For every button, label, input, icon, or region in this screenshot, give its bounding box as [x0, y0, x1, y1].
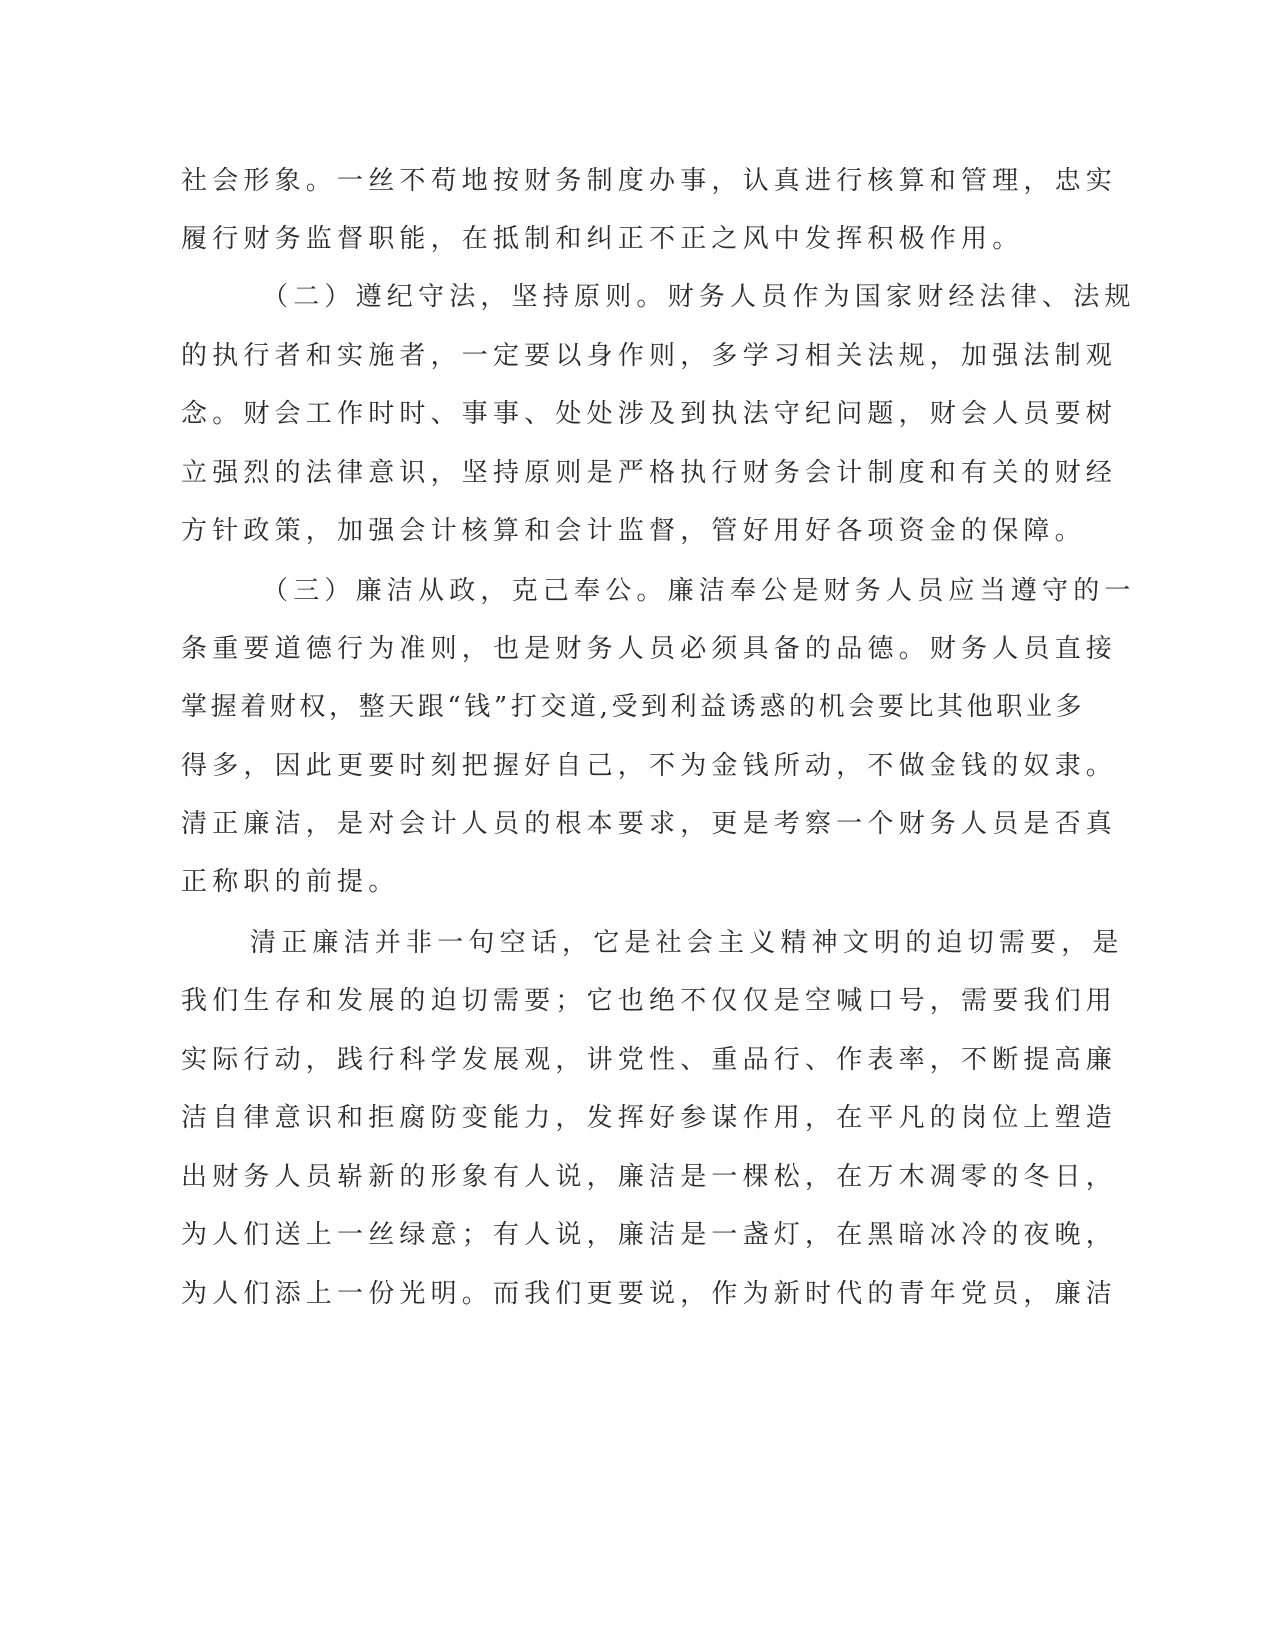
- text-line-14-paragraph-start: 清正廉洁并非一句空话，它是社会主义精神文明的迫切需要，是: [250, 928, 1124, 958]
- text-line-18: 出财务人员崭新的形象有人说，廉洁是一棵松，在万木凋零的冬日，: [181, 1162, 1118, 1192]
- text-line-11: 得多，因此更要时刻把握好自己，不为金钱所动，不做金钱的奴隶。: [181, 751, 1118, 781]
- text-line-17: 洁自律意识和拒腐防变能力，发挥好参谋作用，在平凡的岗位上塑造: [181, 1103, 1118, 1133]
- text-line-16: 实际行动，践行科学发展观，讲党性、重品行、作表率，不断提高廉: [181, 1045, 1118, 1075]
- text-line-10: 掌握着财权，整天跟“钱”打交道,受到利益诱惑的机会要比其他职业多: [181, 692, 1086, 722]
- text-line-2: 履行财务监督职能，在抵制和纠正不正之风中发挥积极作用。: [181, 224, 1024, 254]
- text-line-8-section-3-heading: （三）廉洁从政，克己奉公。廉洁奉公是财务人员应当遵守的一: [262, 576, 1136, 606]
- text-line-15: 我们生存和发展的迫切需要；它也绝不仅仅是空喊口号，需要我们用: [181, 986, 1118, 1016]
- text-line-7: 方针政策，加强会计核算和会计监督，管好用好各项资金的保障。: [181, 516, 1086, 546]
- text-line-13: 正称职的前提。: [181, 867, 400, 897]
- text-line-20: 为人们添上一份光明。而我们更要说，作为新时代的青年党员，廉洁: [181, 1279, 1118, 1309]
- text-line-6: 立强烈的法律意识，坚持原则是严格执行财务会计制度和有关的财经: [181, 458, 1118, 488]
- text-line-19: 为人们送上一丝绿意；有人说，廉洁是一盏灯，在黑暗冰冷的夜晚，: [181, 1220, 1118, 1250]
- text-line-4: 的执行者和实施者，一定要以身作则，多学习相关法规，加强法制观: [181, 341, 1118, 371]
- text-line-1: 社会形象。一丝不苟地按财务制度办事，认真进行核算和管理，忠实: [181, 166, 1118, 196]
- text-line-9: 条重要道德行为准则，也是财务人员必须具备的品德。财务人员直接: [181, 634, 1118, 664]
- text-line-12: 清正廉洁，是对会计人员的根本要求，更是考察一个财务人员是否真: [181, 809, 1118, 839]
- text-line-3-section-2-heading: （二）遵纪守法，坚持原则。财务人员作为国家财经法律、法规: [262, 282, 1136, 312]
- text-line-5: 念。财会工作时时、事事、处处涉及到执法守纪问题，财会人员要树: [181, 399, 1118, 429]
